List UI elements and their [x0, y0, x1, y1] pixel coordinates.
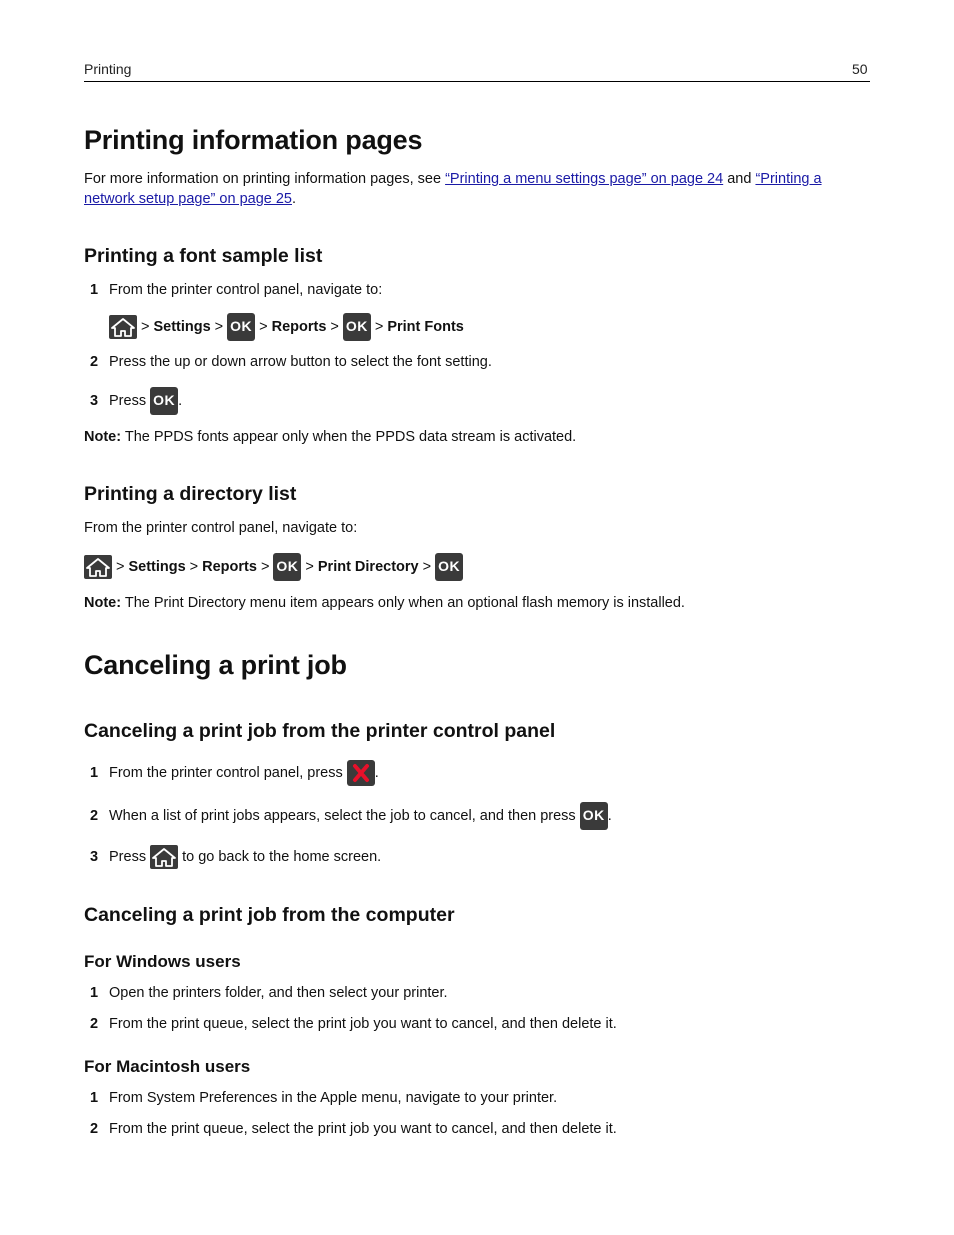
step-text: From the print queue, select the print job you want to cancel, and then delete it.: [109, 1121, 617, 1137]
heading-macintosh-users: For Macintosh users: [84, 1057, 251, 1076]
step-text: When a list of print jobs appears, select the job to cancel, and then press: [109, 808, 576, 824]
home-icon: [109, 315, 137, 339]
font-note: [84, 429, 576, 445]
header-rule: [84, 81, 870, 82]
section-title-cancel: Canceling a print job: [84, 650, 347, 680]
ok-button-icon: OK: [343, 313, 371, 341]
link-network-setup-page-part1[interactable]: “Printing a: [755, 171, 822, 187]
step-text: From System Preferences in the Apple menu, navigate to your printer.: [109, 1090, 558, 1106]
nav-separator: >: [259, 319, 268, 335]
subsection-title-cancel-panel: Canceling a print job from the printer control panel: [84, 720, 556, 742]
nav-separator: >: [189, 559, 199, 575]
nav-separator: >: [260, 559, 270, 575]
subsection-title-font-sample: Printing a font sample list: [84, 245, 323, 267]
step-number: 2: [90, 1121, 99, 1137]
nav-separator: >: [330, 319, 339, 335]
subsection-title-directory: Printing a directory list: [84, 483, 297, 505]
page-number: 50: [852, 61, 868, 77]
mac-step-1: [84, 1090, 557, 1106]
nav-reports: Reports: [202, 559, 257, 575]
font-step-2: [84, 354, 492, 370]
font-nav-path: [109, 312, 468, 342]
step-number: 3: [90, 393, 99, 409]
nav-separator: >: [305, 559, 314, 575]
info-intro-line1: [84, 171, 822, 187]
step-number: 2: [90, 354, 99, 370]
nav-print-fonts: Print Fonts: [387, 319, 464, 335]
cancel-panel-step-3: [84, 844, 385, 870]
directory-nav-path: [84, 552, 467, 582]
info-period: .: [291, 191, 297, 207]
ok-button-icon: OK: [227, 313, 255, 341]
ok-button-icon: OK: [580, 802, 608, 830]
nav-reports: Reports: [271, 319, 327, 335]
step-text: to go back to the home screen.: [182, 849, 382, 865]
step-number: 2: [90, 1016, 99, 1032]
info-and-text: and: [727, 171, 752, 187]
nav-separator: >: [116, 559, 125, 575]
ok-button-icon: OK: [435, 553, 463, 581]
windows-step-2: [84, 1016, 617, 1032]
nav-print-directory: Print Directory: [317, 559, 419, 575]
cancel-panel-step-2: 2 When a list of print jobs appears, select the job to cancel, and then press OK .: [84, 801, 616, 831]
heading-windows-users: For Windows users: [84, 952, 241, 971]
step-number: 1: [90, 765, 99, 781]
directory-note: [84, 595, 685, 611]
step-text: Press: [109, 849, 147, 865]
info-intro-text: For more information on printing information pages, see: [84, 171, 442, 187]
home-icon: [84, 555, 112, 579]
info-intro-line2: [84, 191, 296, 207]
note-label: Note:: [84, 429, 122, 445]
step-text: From the printer control panel, navigate to:: [109, 282, 383, 298]
nav-separator: >: [422, 559, 432, 575]
ok-button-icon: OK: [273, 553, 301, 581]
home-icon: [150, 845, 178, 869]
ok-button-icon: OK: [150, 387, 178, 415]
nav-settings: Settings: [128, 559, 186, 575]
step-number: 3: [90, 849, 99, 865]
step-number: 1: [90, 282, 99, 298]
nav-separator: >: [214, 319, 224, 335]
nav-settings: Settings: [153, 319, 211, 335]
step-text: Press: [109, 393, 147, 409]
nav-separator: >: [141, 319, 150, 335]
subsection-title-cancel-computer: Canceling a print job from the computer: [84, 904, 455, 926]
nav-separator: >: [374, 319, 384, 335]
step-number: 2: [90, 808, 99, 824]
step-number: 1: [90, 1090, 99, 1106]
font-step-3: 3 Press OK .: [84, 386, 186, 416]
mac-step-2: [84, 1121, 617, 1137]
link-network-setup-page-part2[interactable]: network setup page” on page 25: [84, 191, 292, 207]
step-text: Open the printers folder, and then select your printer.: [109, 985, 448, 1001]
note-text: The Print Directory menu item appears only when an optional flash memory is installed.: [124, 595, 685, 611]
font-step-1: [84, 282, 382, 298]
link-menu-settings-page[interactable]: “Printing a menu settings page” on page 24: [445, 171, 724, 187]
cancel-x-icon: [347, 760, 375, 786]
cancel-panel-step-1: 1 From the printer control panel, press .: [84, 758, 383, 788]
note-label: Note:: [84, 595, 122, 611]
step-text: From the print queue, select the print job you want to cancel, and then delete it.: [109, 1016, 617, 1032]
windows-step-1: [84, 985, 448, 1001]
directory-intro: From the printer control panel, navigate to:: [84, 520, 358, 536]
section-title-info-pages: Printing information pages: [84, 125, 423, 155]
step-text: From the printer control panel, press: [109, 765, 343, 781]
note-text: The PPDS fonts appear only when the PPDS data stream is activated.: [124, 429, 577, 445]
step-number: 1: [90, 985, 99, 1001]
running-header: Printing: [84, 61, 132, 77]
step-text: Press the up or down arrow button to select the font setting.: [109, 354, 492, 370]
